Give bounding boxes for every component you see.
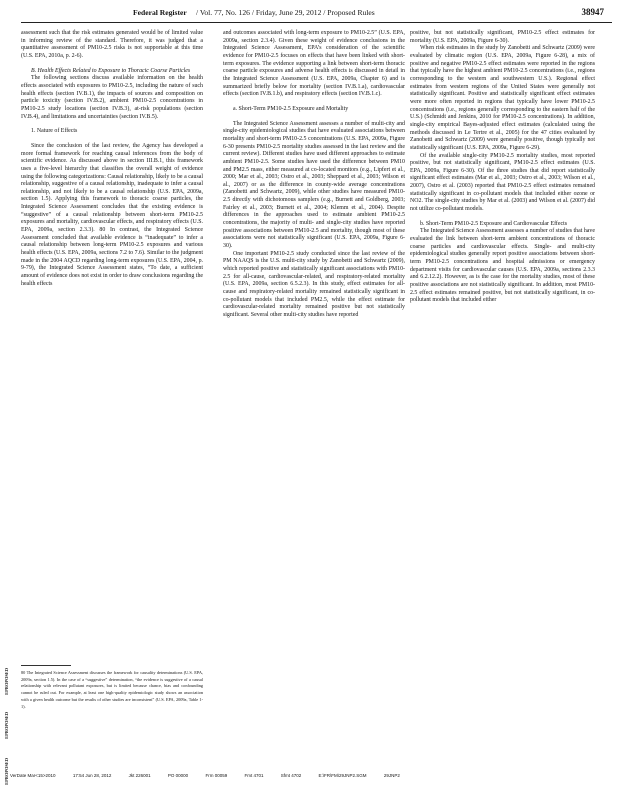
footer-fmt: Fmt 4701: [244, 773, 264, 778]
footer-time: 17:54 Jun 28, 2012: [72, 773, 112, 778]
footer-verdate: VerDate Mar<15>2010: [10, 773, 56, 778]
section-heading: a. Short-Term PM10-2.5 Exposure and Mortality: [233, 105, 349, 112]
footer-sfmt: Sfmt 4702: [280, 773, 302, 778]
margin-mark: EPROPOSED: [4, 668, 9, 695]
paragraph: and outcomes associated with long-term exposure to PM10-2.5” (U.S. EPA, 2009a, section 2.3.4). Given these weight of evidence conclusions in the Integrated Science Assessment, EPA’s consideration of the scientific evidence for PM10-2.5 focuses on effects that have been linked with short-term exposures. The evidence supporting a link between short-term thoracic coarse particle exposures and adverse health effects is discussed in detail in the Integrated Science Assessment (U.S. EPA, 2009a, Chapter 6) and is summarized briefly below for mortality (section IV.B.1.a), cardiovascular effects (section IV.B.1.b), and respiratory effects (section IV.B.1.c).: [223, 30, 405, 98]
column-middle: [223, 30, 405, 320]
footnote-rule: [21, 665, 71, 666]
issue-meta: / Vol. 77, No. 126 / Friday, June 29, 2012 / Proposed Rules: [196, 8, 375, 17]
margin-mark: EPROPOSED: [4, 712, 9, 739]
section-heading: b. Short-Term PM10-2.5 Exposure and Cardiovascular Effects: [420, 220, 568, 227]
paragraph: Of the available single-city PM10-2.5 mortality studies, most reported positive, but not statistically significant, PM10-2.5 effect estimates (U.S. EPA, 2009a, Figure 6-30). Of the three studies that did report statistically significant effect estimates (Mar et al., 2003; Ostro et al., 2003; Wilson et al., 2007), Ostro et al. (2003) reported that PM10-2.5 effect estimates remained statistically significant in co-pollutant models that included either ozone or NO2. The single-city studies by Mar et al. (2003) and Wilson et al. (2007) did not utilize co-pollutant models.: [410, 152, 595, 213]
page-number: 38947: [581, 7, 604, 17]
header-rule: [21, 22, 612, 23]
footer-file: E:\FR\FM\29JNP2.SGM: [318, 773, 367, 778]
print-footer: [10, 773, 610, 778]
section-heading: B. Health Effects Related to Exposure to Thoracic Coarse Particles: [31, 67, 191, 74]
paragraph: assessment such that the risk estimates generated would be of limited value in informing review of the standard. Therefore, it was judged that a quantitative assessment of PM10-2.5 risks is not supportable at this time (U.S. EPA, 2010a, p. 2-6).: [21, 30, 203, 59]
footer-po: PO 00000: [167, 773, 189, 778]
paragraph: positive, but not statistically significant, PM10-2.5 effect estimates for mortality (U.S. EPA, 2009a, Figure 6-30).: [410, 30, 595, 44]
footnote-text: 80 The Integrated Science Assessment discusses the framework for causality determinations (U.S. EPA, 2009a, section 1.5). In the case of a “suggestive” determination, “the evidence is suggestive of a causal relationship with relevant pollutant exposures, but is limited because chance, bias and confounding cannot be ruled out. For example, at least one high-quality epidemiologic study shows an association with a given health outcome but the results of other studies are inconsistent” (U.S. EPA, 2009a, Table 1-1).: [21, 670, 203, 709]
footnote: [21, 665, 203, 710]
paragraph: When risk estimates in the study by Zanobetti and Schwartz (2009) were evaluated by climatic region (U.S. EPA, 2009a, Figure 6-28), a mix of positive and negative PM10-2.5 effect estimates were reported in the regions that typically have the highest ambient PM10-2.5 concentrations (i.e., regions corresponding to the western and southwestern U.S.). Regional effect estimates from western regions of the United States were generally not statistically significant. Positive and statistically significant effect estimates were more often reported in regions that typically have lower PM10-2.5 concentrations (i.e., regions generally corresponding to the eastern half of the U.S.) (Schmidt and Jenkins, 2010 for PM10-2.5 concentrations). In addition, single-city empirical Bayes-adjusted effect estimates (calculated using the methods discussed in Le Tertre et al., 2005) for the 47 cities evaluated by Zanobetti and Schwartz (2009) were generally positive, though typically not statistically significant (U.S. EPA, 2009a, Figure 6-29).: [410, 45, 595, 151]
footer-date: 29JNP2: [383, 773, 400, 778]
paragraph: The following sections discuss available information on the health effects associated with exposures to PM10-2.5, including the nature of such health effects (section IV.B.1), the impacts of sources and composition on particle toxicity (section IV.B.2), ambient PM10-2.5 concentrations in PM10-2.5 study locations (section IV.B.3), at-risk populations (section IV.B.4), and limitations and uncertainties (section IV.B.5).: [21, 75, 203, 120]
footer-jkt: Jkt 226001: [128, 773, 151, 778]
section-heading: 1. Nature of Effects: [31, 128, 78, 135]
page-header: [21, 8, 612, 22]
publication-title: Federal Register: [133, 8, 187, 17]
paragraph: The Integrated Science Assessment assesses a number of multi-city and single-city epidemiological studies that have evaluated associations between mortality and short-term PM10-2.5 concentrations (U.S. EPA, 2009a, Figure 6-30 presents PM10-2.5 mortality studies assessed in the last review and the current review). Different studies have used different approaches to estimate ambient PM10-2.5. Some studies have used the difference between PM10 and PM2.5 mass, either measured at co-located monitors (e.g., Lipfert et al., 2000; Mar et al., 2003; Ostro et al., 2003; Sheppard et al., 2003; Wilson et al., 2007) or as the difference in county-wide average concentrations (Zanobetti and Schwartz, 2009), while other studies have measured PM10-2.5 directly with dichotomous samplers (e.g., Burnett and Goldberg, 2003; Fairley et al., 2003; Burnett et al., 2004; Klemm et al., 2004). Despite differences in the approaches used to estimate ambient PM10-2.5 concentrations, the majority of multi- and single-city studies have reported positive associations between PM10-2.5 and mortality, though most of these associations were not statistically significant (U.S. EPA, 2009a, Figure 6-30).: [223, 120, 405, 250]
paragraph: One important PM10-2.5 study conducted since the last review of the PM NAAQS is the U.S. multi-city study by Zanobetti and Schwartz (2009), which reported positive and statistically significant associations with PM10-2.5 for all-cause, cardiovascular-related, and respiratory-related mortality (U.S. EPA, 2009a, section 6.5.2.3). In this study, effect estimates for all-cause and respiratory-related mortality remained statistically significant in co-pollutant models that included PM2.5, while the effect estimate for cardiovascular-related mortality remained positive but not statistically significant. Several other multi-city studies have reported: [223, 250, 405, 318]
column-right: [410, 30, 595, 305]
paragraph: Since the conclusion of the last review, the Agency has developed a more formal framework for reaching causal inferences from the body of scientific evidence. As discussed above in section III.B.1, this framework uses a five-level hierarchy that classifies the overall weight of evidence using the following categorizations: Causal relationship, likely to be a causal relationship, suggestive of a causal relationship, inadequate to infer a causal relationship, and not likely to be a causal relationship (U.S. EPA, 2009a, section 1.5). Applying this framework to thoracic coarse particles, the Integrated Science Assessment concludes that the existing evidence is “suggestive” of a causal relationship between short-term PM10-2.5 exposures and mortality, cardiovascular effects, and respiratory effects (U.S. EPA, 2009a, section 2.3.3). 80 In contrast, the Integrated Science Assessment concluded that available evidence is “inadequate” to infer a causal relationship between long-term PM10-2.5 exposures and various health effects (U.S. EPA, 2009a, sections 7.2 to 7.6). Similar to the judgment made in the 2004 AQCD regarding long-term exposures (U.S. EPA, 2004, p. 9-79), the Integrated Science Assessment states, “To date, a sufficient amount of evidence does not exist in order to draw conclusions regarding the health effects: [21, 142, 203, 287]
margin-mark: EPROPOSED: [4, 758, 9, 785]
paragraph: The Integrated Science Assessment assesses a number of studies that have evaluated the link between short-term ambient concentrations of thoracic coarse particles and cardiovascular effects. Single- and multi-city epidemiological studies generally report positive associations between short-term PM10-2.5 concentrations and hospital admissions or emergency department visits for cardiovascular causes (U.S. EPA, 2009a, sections 2.3.3 and 6.2.12.2). However, as is the case for the mortality studies, most of these positive associations are not statistically significant. In addition, most PM10-2.5 effect estimates remained positive, but not statistically significant, in co-pollutant models that included either: [410, 228, 595, 304]
footer-frm: Frm 00059: [205, 773, 228, 778]
column-left: [21, 30, 203, 288]
